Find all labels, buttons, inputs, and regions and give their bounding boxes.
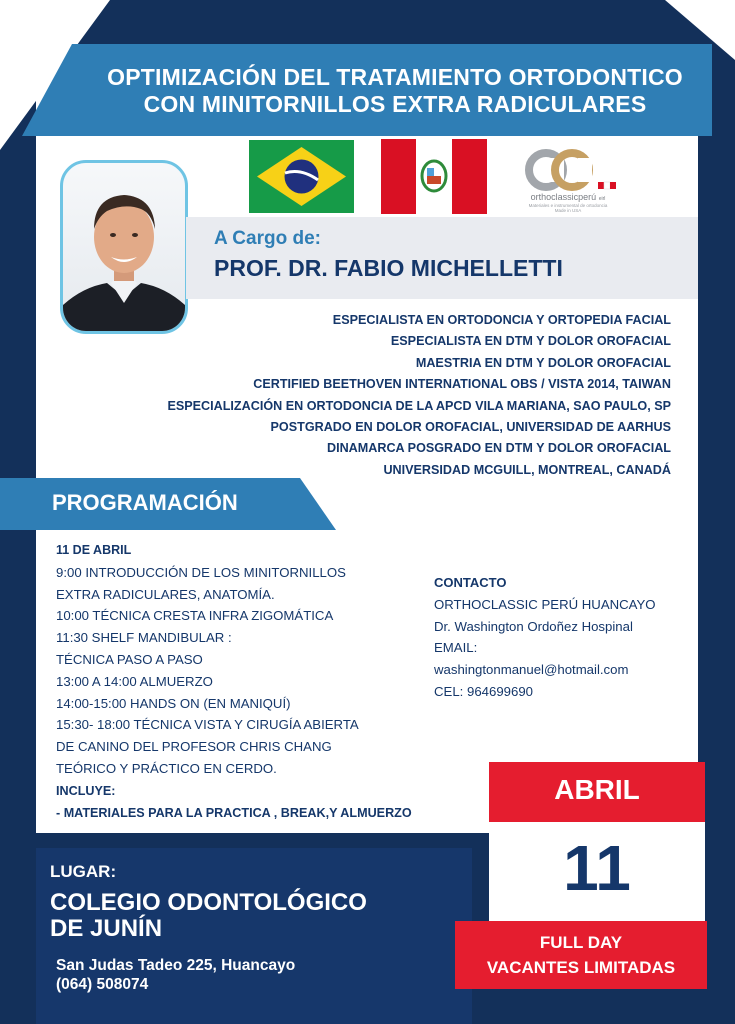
credential-item: ESPECIALISTA EN ORTODONCIA Y ORTOPEDIA FACIAL bbox=[332, 313, 671, 327]
contact-email-link[interactable]: washingtonmanuel@hotmail.com bbox=[434, 662, 629, 678]
schedule-item: DE CANINO DEL PROFESOR CHRIS CHANG bbox=[56, 739, 332, 755]
credential-item: ESPECIALIZACIÓN EN ORTODONCIA DE LA APCD VILA MARIANA, SAO PAULO, SP bbox=[167, 398, 671, 413]
includes-label: INCLUYE: bbox=[56, 784, 116, 798]
brazil-flag-icon bbox=[249, 140, 354, 213]
speaker-portrait-icon bbox=[63, 163, 185, 331]
full-day-text bbox=[455, 930, 707, 980]
venue-label: LUGAR: bbox=[50, 862, 117, 881]
event-title-line-2: CON MINITORNILLOS EXTRA RADICULARES bbox=[143, 91, 647, 117]
schedule-item: 13:00 A 14:00 ALMUERZO bbox=[56, 673, 213, 689]
logo-brand-text: orthoclassicperú bbox=[530, 192, 597, 202]
logo-made-in: Made in USA bbox=[554, 208, 582, 213]
schedule-item: 14:00-15:00 HANDS ON (EN MANIQUÍ) bbox=[56, 695, 291, 711]
full-day-label: FULL DAY bbox=[539, 933, 623, 952]
venue-name-line-2: DE JUNÍN bbox=[50, 915, 163, 942]
program-heading: PROGRAMACIÓN bbox=[52, 490, 238, 515]
contact-section bbox=[434, 572, 656, 703]
schedule-item: TEÓRICO Y PRÁCTICO EN CERDO. bbox=[56, 760, 277, 776]
logo-tagline: Materiales e instrumental de ortodoncia bbox=[528, 203, 608, 208]
logo-suffix-text: eirl bbox=[598, 196, 606, 202]
credentials-list bbox=[71, 310, 671, 481]
contact-org: ORTHOCLASSIC PERÚ HUANCAYO bbox=[434, 596, 656, 612]
speaker-name: PROF. DR. FABIO MICHELLETTI bbox=[214, 255, 563, 281]
schedule-item: TÉCNICA PASO A PASO bbox=[56, 651, 203, 667]
credential-item: MAESTRIA EN DTM Y DOLOR OROFACIAL bbox=[415, 355, 671, 370]
credential-item: ESPECIALISTA EN DTM Y DOLOR OROFACIAL bbox=[390, 334, 671, 349]
orthoclassic-logo bbox=[508, 140, 628, 215]
contact-person: Dr. Washington Ordoñez Hospinal bbox=[434, 618, 633, 634]
schedule-item: 11:30 SHELF MANDIBULAR : bbox=[56, 630, 232, 646]
contact-heading: CONTACTO bbox=[434, 575, 507, 590]
date-day: 11 bbox=[563, 832, 631, 904]
credential-item: POSTGRADO EN DOLOR OROFACIAL, UNIVERSIDAD DE AARHUS bbox=[270, 420, 671, 435]
venue-phone: (064) 508074 bbox=[56, 976, 149, 993]
schedule-item: 9:00 INTRODUCCIÓN DE LOS MINITORNILLOS bbox=[56, 564, 346, 580]
peru-flag-icon bbox=[381, 139, 487, 214]
schedule-item: EXTRA RADICULARES, ANATOMÍA. bbox=[56, 586, 275, 602]
schedule-date: 11 DE ABRIL bbox=[56, 543, 132, 557]
schedule-list bbox=[56, 540, 359, 780]
venue-name bbox=[50, 890, 367, 942]
venue-street: San Judas Tadeo 225, Huancayo bbox=[56, 957, 296, 974]
includes-text: - MATERIALES PARA LA PRACTICA , BREAK,Y ALMUERZO bbox=[56, 805, 412, 820]
contact-email-label: EMAIL: bbox=[434, 640, 478, 656]
event-title-line-1: OPTIMIZACIÓN DEL TRATAMIENTO ORTODONTICO bbox=[107, 64, 683, 90]
schedule-item: 15:30- 18:00 TÉCNICA VISTA Y CIRUGÍA ABIERTA bbox=[56, 717, 359, 733]
includes-section bbox=[56, 781, 412, 824]
date-month: ABRIL bbox=[554, 774, 640, 805]
venue-address bbox=[56, 956, 295, 994]
speaker-label: A Cargo de: bbox=[214, 228, 321, 249]
credential-item: CERTIFIED BEETHOVEN INTERNATIONAL OBS / VISTA 2014, TAIWAN bbox=[253, 377, 671, 392]
speaker-photo bbox=[60, 160, 188, 334]
credential-item: UNIVERSIDAD MCGUILL, MONTREAL, CANADÁ bbox=[383, 462, 671, 477]
contact-phone[interactable]: CEL: 964699690 bbox=[434, 683, 533, 699]
venue-name-line-1: COLEGIO ODONTOLÓGICO bbox=[50, 889, 367, 916]
event-title bbox=[60, 64, 730, 118]
vacancies-label: VACANTES LIMITADAS bbox=[486, 958, 676, 977]
schedule-item: 10:00 TÉCNICA CRESTA INFRA ZIGOMÁTICA bbox=[56, 608, 334, 624]
credential-item: DINAMARCA POSGRADO EN DTM Y DOLOR OROFACIAL bbox=[326, 441, 671, 456]
